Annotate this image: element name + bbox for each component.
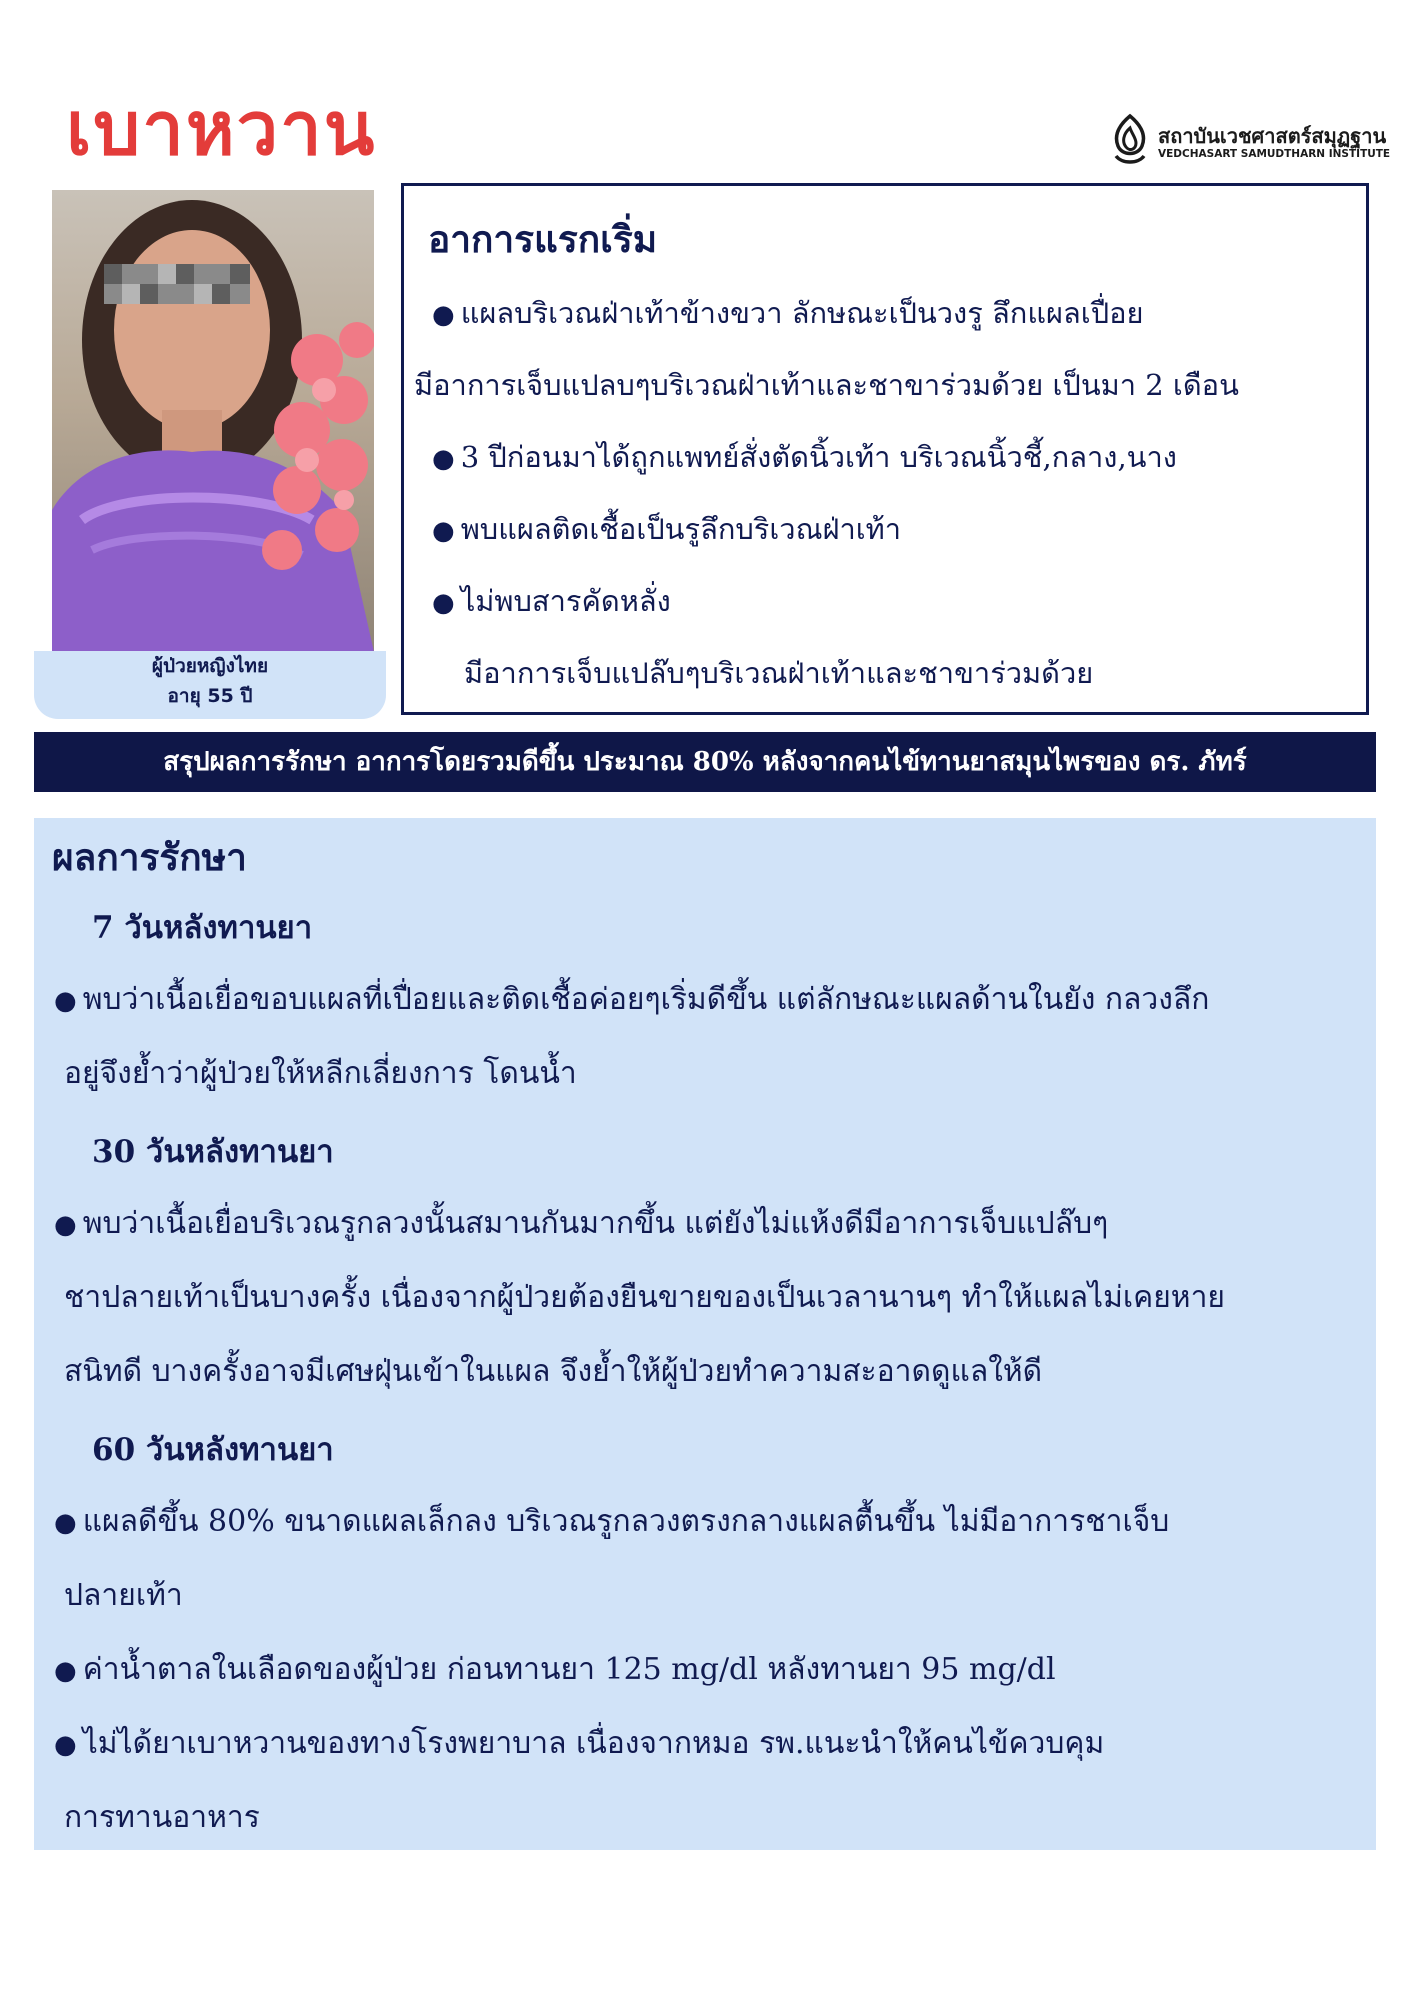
symptom-line: ● 3 ปีก่อนมาได้ถูกแพทย์สั่งตัดนิ้วเท้า บริเวณนิ้วชี้,กลาง,นาง — [432, 440, 1177, 474]
patient-gender-nationality: ผู้ป่วยหญิงไทย — [151, 655, 269, 677]
symptom-line: ● พบแผลติดเชื้อเป็นรูลึกบริเวณฝ่าเท้า — [432, 512, 902, 546]
result-line: ● ไม่ได้ยาเบาหวานของทางโรงพยาบาล เนื่องจากหมอ รพ.แนะนำให้คนไข้ควบคุม — [54, 1726, 1105, 1761]
patient-age: อายุ 55 ปี — [167, 685, 253, 707]
logo-english-name: VEDCHASART SAMUDTHARN INSTITUTE — [1158, 148, 1391, 160]
result-line: ● พบว่าเนื้อเยื่อบริเวณรูกลวงนั้นสมานกันมากขึ้น แต่ยังไม่แห้งดีมีอาการเจ็บแปล๊บๆ — [54, 1206, 1109, 1241]
patient-photo — [52, 190, 374, 652]
bullet: ● — [54, 1730, 77, 1760]
logo-emblem-icon — [1108, 112, 1152, 168]
bullet: ● — [54, 986, 77, 1016]
bullet: ● — [432, 516, 455, 546]
result-line: ● แผลดีขึ้น 80% ขนาดแผลเล็กลง บริเวณรูกลวงตรงกลางแผลตื้นขึ้น ไม่มีอาการชาเจ็บ — [54, 1504, 1170, 1539]
institute-logo — [1108, 112, 1391, 168]
bullet: ● — [432, 444, 455, 474]
result-line: การทานอาหาร — [64, 1800, 260, 1835]
patient-caption — [34, 651, 386, 719]
symptoms-heading: อาการแรกเริ่ม — [428, 217, 658, 261]
initial-symptoms-box — [401, 183, 1369, 715]
bullet: ● — [54, 1656, 77, 1686]
bullet: ● — [54, 1508, 77, 1538]
summary-banner: สรุปผลการรักษา อาการโดยรวมดีขึ้น ประมาณ 80% หลังจากคนไข้ทานยาสมุนไพรของ ดร. ภัทร์ — [34, 732, 1376, 792]
bullet: ● — [432, 300, 455, 330]
page-title: เบาหวาน — [66, 86, 377, 172]
result-line: ● ค่าน้ำตาลในเลือดของผู้ป่วย ก่อนทานยา 125 mg/dl หลังทานยา 95 mg/dl — [54, 1652, 1056, 1687]
results-heading: ผลการรักษา — [52, 835, 247, 879]
symptom-line: มีอาการเจ็บแปลบๆบริเวณฝ่าเท้าและชาขาร่วมด้วย เป็นมา 2 เดือน — [414, 368, 1239, 402]
symptom-line: ● ไม่พบสารคัดหลั่ง — [432, 584, 671, 618]
treatment-results-panel — [34, 818, 1376, 1850]
day60-heading: 60 วันหลังทานยา — [92, 1432, 334, 1468]
symptom-line: ● แผลบริเวณฝ่าเท้าข้างขวา ลักษณะเป็นวงรู ลึกแผลเปื่อย — [432, 296, 1144, 330]
bullet: ● — [54, 1210, 77, 1240]
result-line: อยู่จึงย้ำว่าผู้ป่วยให้หลีกเลี่ยงการ โดนน้ำ — [64, 1056, 577, 1091]
result-line: ปลายเท้า — [64, 1578, 183, 1613]
logo-thai-name: สถาบันเวชศาสตร์สมุฏฐาน — [1158, 124, 1387, 148]
result-line: ชาปลายเท้าเป็นบางครั้ง เนื่องจากผู้ป่วยต้องยืนขายของเป็นเวลานานๆ ทำให้แผลไม่เคยหาย — [64, 1280, 1225, 1315]
day7-heading: 7 วันหลังทานยา — [92, 910, 313, 946]
day30-heading: 30 วันหลังทานยา — [92, 1134, 334, 1170]
symptom-line: มีอาการเจ็บแปล๊บๆบริเวณฝ่าเท้าและชาขาร่วมด้วย — [464, 656, 1094, 690]
result-line: ● พบว่าเนื้อเยื่อขอบแผลที่เปื่อยและติดเชื้อค่อยๆเริ่มดีขึ้น แต่ลักษณะแผลด้านในยัง กลวงลึก — [54, 982, 1210, 1017]
result-line: สนิทดี บางครั้งอาจมีเศษฝุ่นเข้าในแผล จึงย้ำให้ผู้ป่วยทำความสะอาดดูแลให้ดี — [64, 1354, 1043, 1389]
bullet: ● — [432, 588, 455, 618]
